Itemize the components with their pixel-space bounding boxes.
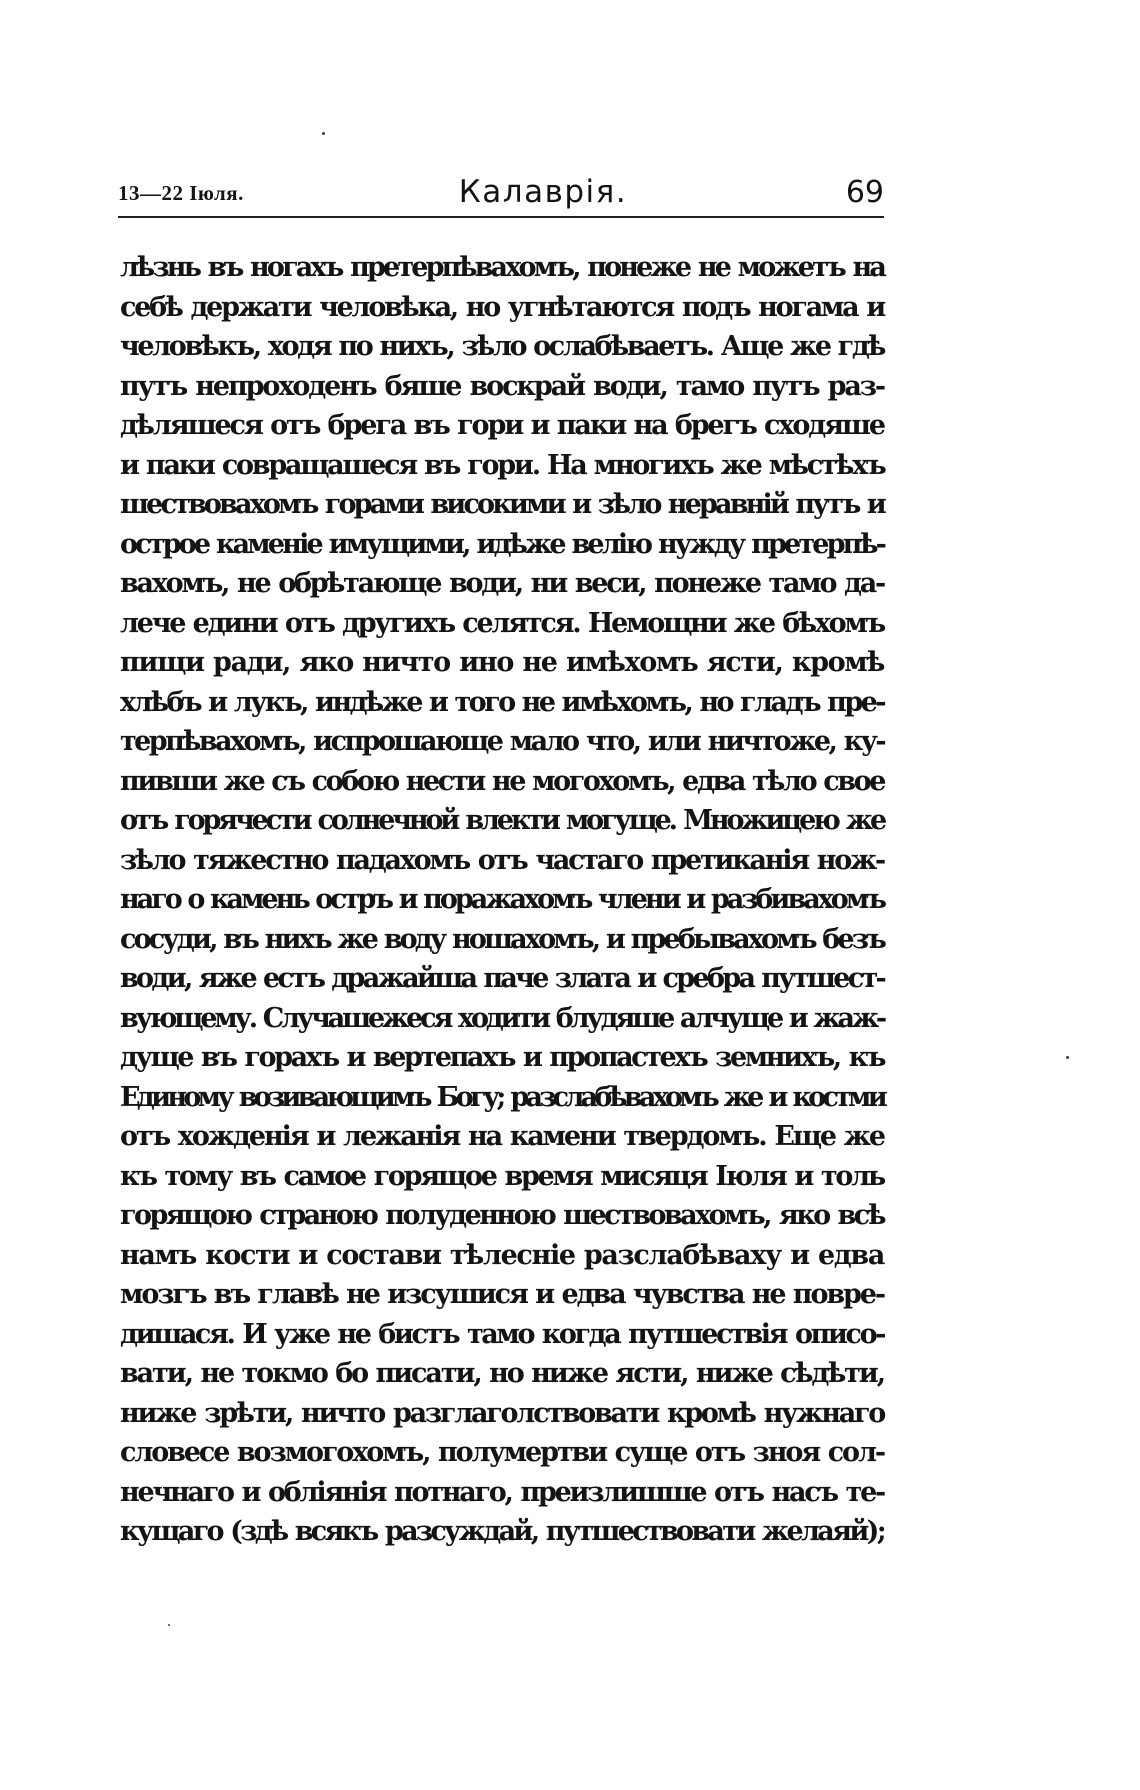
text-line: отъ горячести солнечной влекти могуще. Множицею же bbox=[120, 805, 884, 836]
text-line: дѣляшеся отъ брега въ гори и паки на брегъ сходяше bbox=[120, 410, 884, 441]
text-line: человѣкъ, ходя по нихъ, зѣло ослабѣваетъ. Аще же гдѣ bbox=[120, 331, 884, 362]
text-line: пивши же съ собою нести не могохомъ, едва тѣло свое bbox=[120, 765, 884, 797]
scan-speck bbox=[322, 132, 325, 135]
text-line: води, яже естъ дражайша паче злата и сребра путшест- bbox=[120, 963, 884, 994]
text-line: отъ хожденія и лежанія на камени твердомъ. Еще же bbox=[120, 1121, 884, 1152]
header-rule bbox=[118, 216, 884, 218]
text-line: сосуди, въ нихъ же воду ношахомъ, и пребывахомъ безъ bbox=[120, 923, 884, 955]
text-line: путъ непроходенъ бяше воскрай води, тамо путъ раз- bbox=[120, 370, 884, 402]
text-line: наго о камень остръ и поражахомъ члени и разбивахомъ bbox=[120, 884, 884, 915]
text-line: ниже зрѣти, ничто разглаголствовати кромѣ нужнаго bbox=[120, 1397, 884, 1429]
text-line: Единому возивающимъ Богу; разслабѣвахомъ же и костми bbox=[120, 1081, 884, 1113]
text-line: нечнаго и обліянія потнаго, преизлишше отъ насъ те- bbox=[120, 1476, 884, 1508]
text-line: лѣзнь въ ногахъ претерпѣвахомъ, понеже не можетъ на bbox=[120, 252, 884, 283]
scan-speck bbox=[168, 1624, 170, 1626]
chapter-title: Калаврія. bbox=[458, 174, 628, 210]
text-line: словесе возмогохомъ, полумертви суще отъ зноя сол- bbox=[120, 1437, 884, 1468]
text-line: и паки совращашеся въ гори. На многихъ же мѣстѣхъ bbox=[120, 449, 885, 481]
text-line: горящою страною полуденною шествовахомъ, яко всѣ bbox=[120, 1200, 884, 1231]
text-line: вати, не токмо бо писати, но ниже ясти, ниже сѣдѣти, bbox=[120, 1358, 884, 1389]
text-line: острое каменіе имущими, идѣже велію нужду претерпѣ- bbox=[120, 528, 884, 560]
body-text bbox=[120, 248, 884, 1552]
running-header bbox=[118, 172, 884, 212]
date-range: 13—22 Іюля. bbox=[118, 181, 244, 205]
text-line: кущаго (здѣ всякъ разсуждай, путшествовати желаяй); bbox=[120, 1516, 884, 1547]
text-line: себѣ держати человѣка, но угнѣтаются подъ ногама и bbox=[120, 291, 884, 323]
text-line: къ тому въ самое горящое время мисяця Іюля и толь bbox=[120, 1160, 884, 1192]
text-line: вахомъ, не обрѣтающе води, ни веси, понеже тамо да- bbox=[120, 568, 884, 599]
text-line: дишася. И уже не бистъ тамо когда путшествія описо- bbox=[120, 1318, 884, 1350]
text-line: мозгъ въ главѣ не изсушися и едва чувства не повре- bbox=[120, 1279, 884, 1310]
scan-speck bbox=[1066, 1056, 1069, 1059]
text-line: намъ кости и состави тѣлесніе разслабѣваху и едва bbox=[120, 1239, 884, 1271]
text-line: пищи ради, яко ничто ино не имѣхомъ ясти, кромѣ bbox=[120, 647, 884, 678]
text-line: дуще въ горахъ и вертепахъ и пропастехъ земнихъ, къ bbox=[120, 1042, 884, 1073]
page-number: 69 bbox=[845, 175, 884, 210]
text-line: лече едини отъ другихъ селятся. Немощни же бѣхомъ bbox=[120, 607, 884, 639]
text-line: терпѣвахомъ, испрошающе мало что, или ничтоже, ку- bbox=[120, 726, 884, 757]
text-line: шествовахомъ горами високими и зѣло неравній путъ и bbox=[120, 489, 884, 520]
text-line: вующему. Случашежеся ходити блудяше алчуще и жаж- bbox=[120, 1002, 884, 1034]
text-line: хлѣбъ и лукъ, индѣже и того не имѣхомъ, но гладъ пре- bbox=[120, 686, 884, 718]
text-line: зѣло тяжестно падахомъ отъ частаго претиканія нож- bbox=[120, 844, 884, 876]
